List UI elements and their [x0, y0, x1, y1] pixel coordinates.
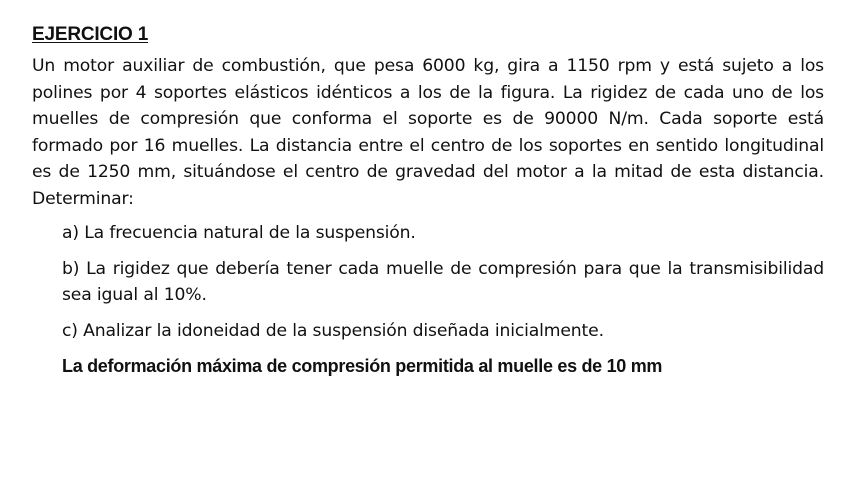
- exercise-title: EJERCICIO 1: [32, 24, 149, 45]
- constraint-note: La deformación máxima de compresión permitida al muelle es de 10 mm: [62, 356, 663, 376]
- exercise-document: [32, 22, 824, 379]
- question-item-b: b) La rigidez que debería tener cada muelle de compresión para que la transmisibilidad sea igual al 10%.: [62, 258, 824, 305]
- question-list: [62, 220, 824, 344]
- exercise-statement: Un motor auxiliar de combustión, que pesa 6000 kg, gira a 1150 rpm y está sujeto a los polines por 4 soportes elásticos idénticos a los de la figura. La rigidez de cada uno de los muelles de compresión que conforma el soporte es de 90000 N/m. Cada soporte está formado por 16 muelles. La distancia entre el centro de los soportes en sentido longitudinal es de 1250 mm, situándose el centro de gravedad del motor a la mitad de esta distancia. Determinar:: [32, 56, 824, 209]
- question-item-c: c) Analizar la idoneidad de la suspensión diseñada inicialmente.: [62, 320, 604, 341]
- question-item-a: a) La frecuencia natural de la suspensión.: [62, 223, 416, 243]
